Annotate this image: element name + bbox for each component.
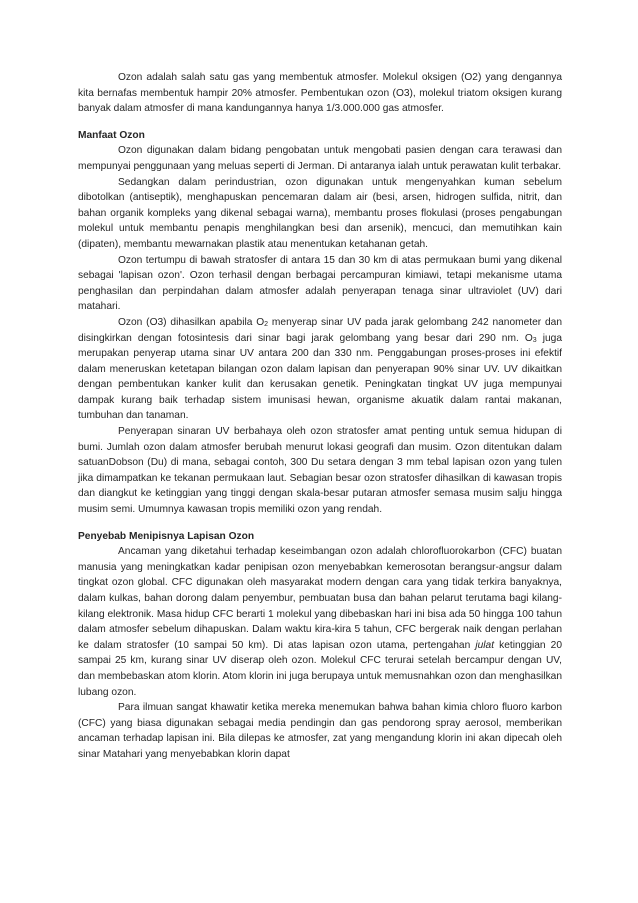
manfaat-paragraph-1: Ozon digunakan dalam bidang pengobatan untuk mengobati pasien dengan cara terawasi dan mempunyai penggunaan yang meluas seperti di Jerman. Di antaranya ialah untuk perawatan kulit terbakar. bbox=[78, 145, 562, 172]
section-heading-manfaat: Manfaat Ozon bbox=[78, 129, 145, 141]
section-heading-penyebab: Penyebab Menipisnya Lapisan Ozon bbox=[78, 530, 255, 542]
text-run: menyerap sinar UV pada jarak gelombang 242 nanometer dan disingkirkan dengan fotosintesis dari sinar bagi jarak gelombang yang besar dari 290 nm. O bbox=[78, 316, 562, 344]
subscript: 2 bbox=[264, 320, 269, 328]
text-run: Ancaman yang diketahui terhadap keseimbangan ozon adalah chlorofluorokarbon (CFC) buatan manusia yang meningkatkan kadar penipisan ozon menyebabkan kemerosotan berangsur-angsur dalam tingkat ozon global. CFC digunakan oleh masyarakat modern dengan cara yang tidak terkira banyaknya, dalam kulkas, bahan dorong dalam penyembur, pembuatan busa dan bahan pelarut terutama bagi kilang-kilang elektronik. Masa hidup CFC berarti 1 molekul yang dibebaskan hari ini bisa ada 50 hingga 100 tahun dalam atmosfer sebelum dihapuskan. Dalam waktu kira-kira 5 tahun, CFC bergerak naik dengan perlahan ke dalam stratosfer (10 sampai 50 km). Di atas lapisan ozon utama, pertengahan bbox=[78, 546, 562, 651]
penyebab-paragraph-1 bbox=[78, 544, 562, 700]
document-page bbox=[78, 70, 562, 763]
penyebab-paragraph-2: Para ilmuan sangat khawatir ketika mereka menemukan bahwa bahan kimia chloro fluoro karbon (CFC) yang biasa digunakan sebagai media pendingin dan gas pendorong spray aerosol, memberikan ancaman terhadap lapisan ini. Bila dilepas ke atmosfer, zat yang mengandung klorin ini akan dipecah oleh sinar Matahari yang menyebabkan klorin dapat bbox=[78, 702, 562, 760]
intro-paragraph: Ozon adalah salah satu gas yang membentuk atmosfer. Molekul oksigen (O2) yang dengannya kita bernafas membentuk hampir 20% atmosfer. Pembentukan ozon (O3), molekul triatom oksigen kurang banyak dalam atmosfer di mana kandungannya hanya 1/3.000.000 gas atmosfer. bbox=[78, 72, 562, 115]
manfaat-paragraph-3: Ozon tertumpu di bawah stratosfer di antara 15 dan 30 km di atas permukaan bumi yang dikenal sebagai 'lapisan ozon'. Ozon terhasil dengan berbagai percampuran kimiawi, tetapi mekanisme utama penghasilan dan perpindahan dalam atmosfer adalah penyerapan tenaga sinar ultraviolet (UV) dari matahari. bbox=[78, 254, 562, 313]
manfaat-paragraph-2: Sedangkan dalam perindustrian, ozon digunakan untuk mengenyahkan kuman sebelum dibotolkan (antiseptik), menghapuskan pencemaran dalam air (besi, arsen, hidrogen sulfida, nitrit, dan bahan organik kompleks yang dikenal sebagai warna), membantu proses flokulasi (proses pengabungan molekul untuk membantu penapis menghilangkan besi dan arsenik), mencuci, dan memutihkan kain (dipaten), membantu mewarnakan plastik atau menentukan ketahanan getah. bbox=[78, 176, 562, 250]
manfaat-paragraph-4 bbox=[78, 315, 562, 424]
manfaat-paragraph-5: Penyerapan sinaran UV berbahaya oleh ozon stratosfer amat penting untuk semua hidupan di bumi. Jumlah ozon dalam atmosfer berubah menurut lokasi geografi dan musim. Ozon ditentukan dalam satuanDobson (Du) di mana, sebagai contoh, 300 Du setara dengan 3 mm tebal lapisan ozon yang tulen jika dimampatkan ke tekanan permukaan laut. Sebagian besar ozon stratosfer dihasilkan di kawasan tropis dan diangkut ke ketinggian yang tinggi dengan skala-besar putaran atmosfer semasa musim salju hingga musim semi. Umumnya kawasan tropis memiliki ozon yang rendah. bbox=[78, 426, 562, 516]
text-run: Ozon (O3) dihasilkan apabila O bbox=[118, 316, 265, 328]
text-run: juga merupakan penyerap utama sinar UV antara 200 dan 330 nm. Penggabungan proses-proses ini efektif dalam meneruskan ketetapan bilangan ozon dalam lapisan dan penyerapan 90% sinar UV. UV dikaitkan dengan pembentukan kanker kulit dan kerusakan genetik. Peningkatan tingkat UV juga mempunyai dampak kurang baik terhadap sistem imunisasi hewan, organisme akuatik dalam rantai makanan, tumbuhan dan tanaman. bbox=[78, 332, 562, 422]
subscript: 3 bbox=[532, 336, 537, 344]
text-run: ketinggian 20 sampai 25 km, kurang sinar UV diserap oleh ozon. Molekul CFC terurai setelah bercampur dengan UV, dan membebaskan atom klorin. Atom klorin ini juga berupaya untuk memusnahkan ozon dan menghasilkan lubang ozon. bbox=[78, 639, 562, 698]
italic-term: julat bbox=[475, 639, 495, 651]
